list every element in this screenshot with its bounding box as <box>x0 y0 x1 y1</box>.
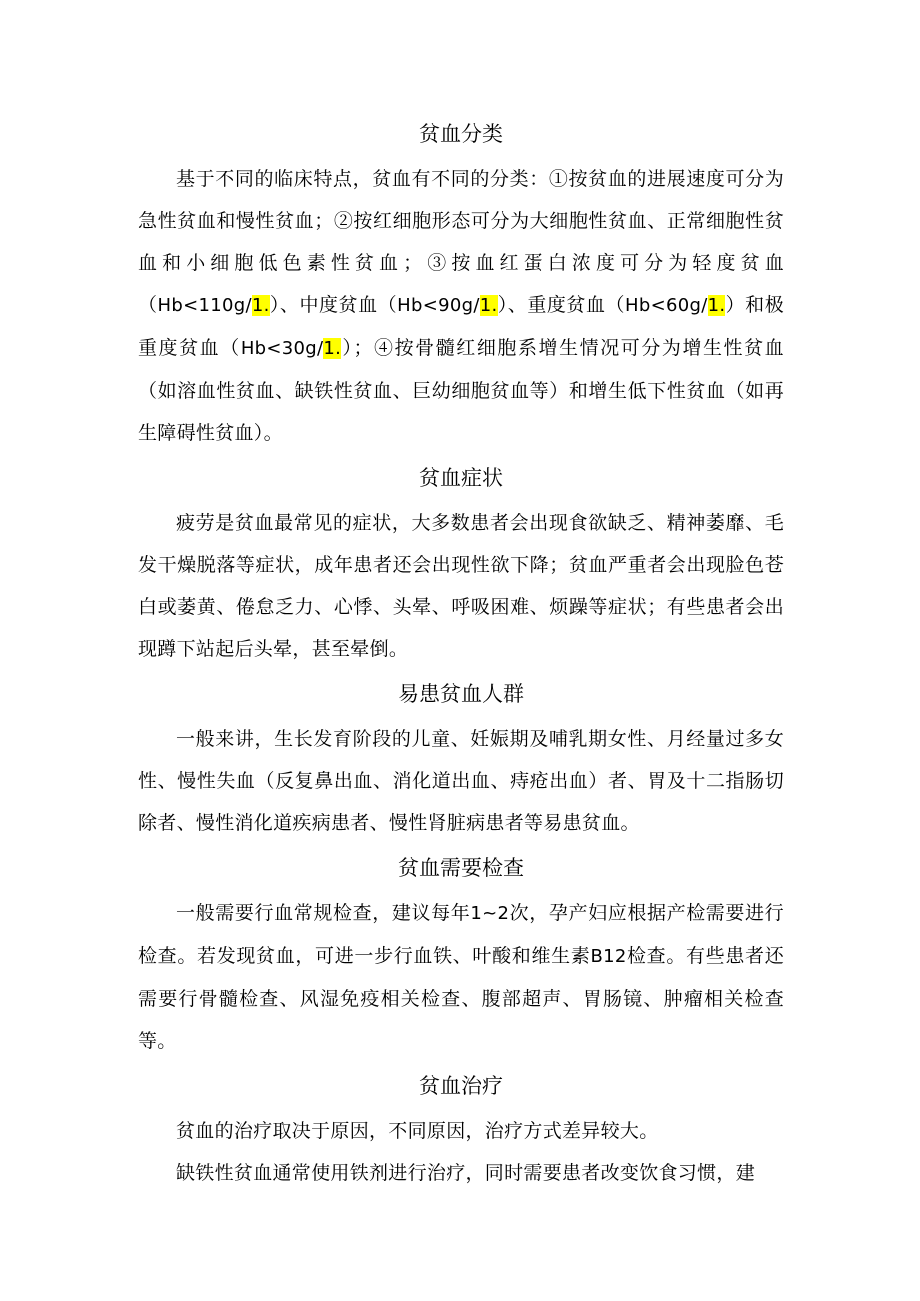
paragraph-classification: 基于不同的临床特点，贫血有不同的分类：①按贫血的进展速度可分为急性贫血和慢性贫血；②按红细胞形态可分为大细胞性贫血、正常细胞性贫血和小细胞低色素性贫血；③按血红蛋白浓度可分为轻度贫血（Hb<110g/1.）、中度贫血（Hb<90g/1.）、重度贫血（Hb<60g/1.）和极重度贫血（Hb<30g/1.）；④按骨髓红细胞系增生情况可分为增生性贫血（如溶血性贫血、缺铁性贫血、巨幼细胞贫血等）和增生低下性贫血（如再生障碍性贫血）。 <box>138 168 784 444</box>
heading-at-risk-groups: 易患贫血人群 <box>398 682 524 706</box>
highlight-mark: 1. <box>251 295 270 316</box>
heading-anemia-classification: 贫血分类 <box>419 122 503 146</box>
heading-anemia-treatment: 贫血治疗 <box>419 1074 503 1098</box>
highlight-mark: 1. <box>479 295 498 316</box>
highlight-mark: 1. <box>707 295 726 316</box>
paragraph-at-risk-groups: 一般来讲，生长发育阶段的儿童、妊娠期及哺乳期女性、月经量过多女性、慢性失血（反复鼻出血、消化道出血、痔疮出血）者、胃及十二指肠切除者、慢性消化道疾病患者、慢性肾脏病患者等易患贫血。 <box>138 728 784 834</box>
paragraph-examinations: 一般需要行血常规检查，建议每年1~2次，孕产妇应根据产检需要进行检查。若发现贫血，可进一步行血铁、叶酸和维生素B12检查。有些患者还需要行骨髓检查、风湿免疫相关检查、腹部超声、胃肠镜、肿瘤相关检查等。 <box>138 902 785 1052</box>
paragraph-treatment-intro: 贫血的治疗取决于原因，不同原因，治疗方式差异较大。 <box>176 1120 659 1142</box>
heading-anemia-symptoms: 贫血症状 <box>419 466 503 490</box>
highlight-mark: 1. <box>323 338 342 359</box>
heading-anemia-examinations: 贫血需要检查 <box>398 856 524 880</box>
document-page <box>138 110 784 1194</box>
paragraph-treatment-iron: 缺铁性贫血通常使用铁剂进行治疗，同时需要患者改变饮食习惯，建 <box>176 1162 756 1184</box>
paragraph-symptoms: 疲劳是贫血最常见的症状，大多数患者会出现食欲缺乏、精神萎靡、毛发干燥脱落等症状，成年患者还会出现性欲下降；贫血严重者会出现脸色苍白或萎黄、倦怠乏力、心悸、头晕、呼吸困难、烦躁等症状；有些患者会出现蹲下站起后头晕，甚至晕倒。 <box>138 512 784 660</box>
